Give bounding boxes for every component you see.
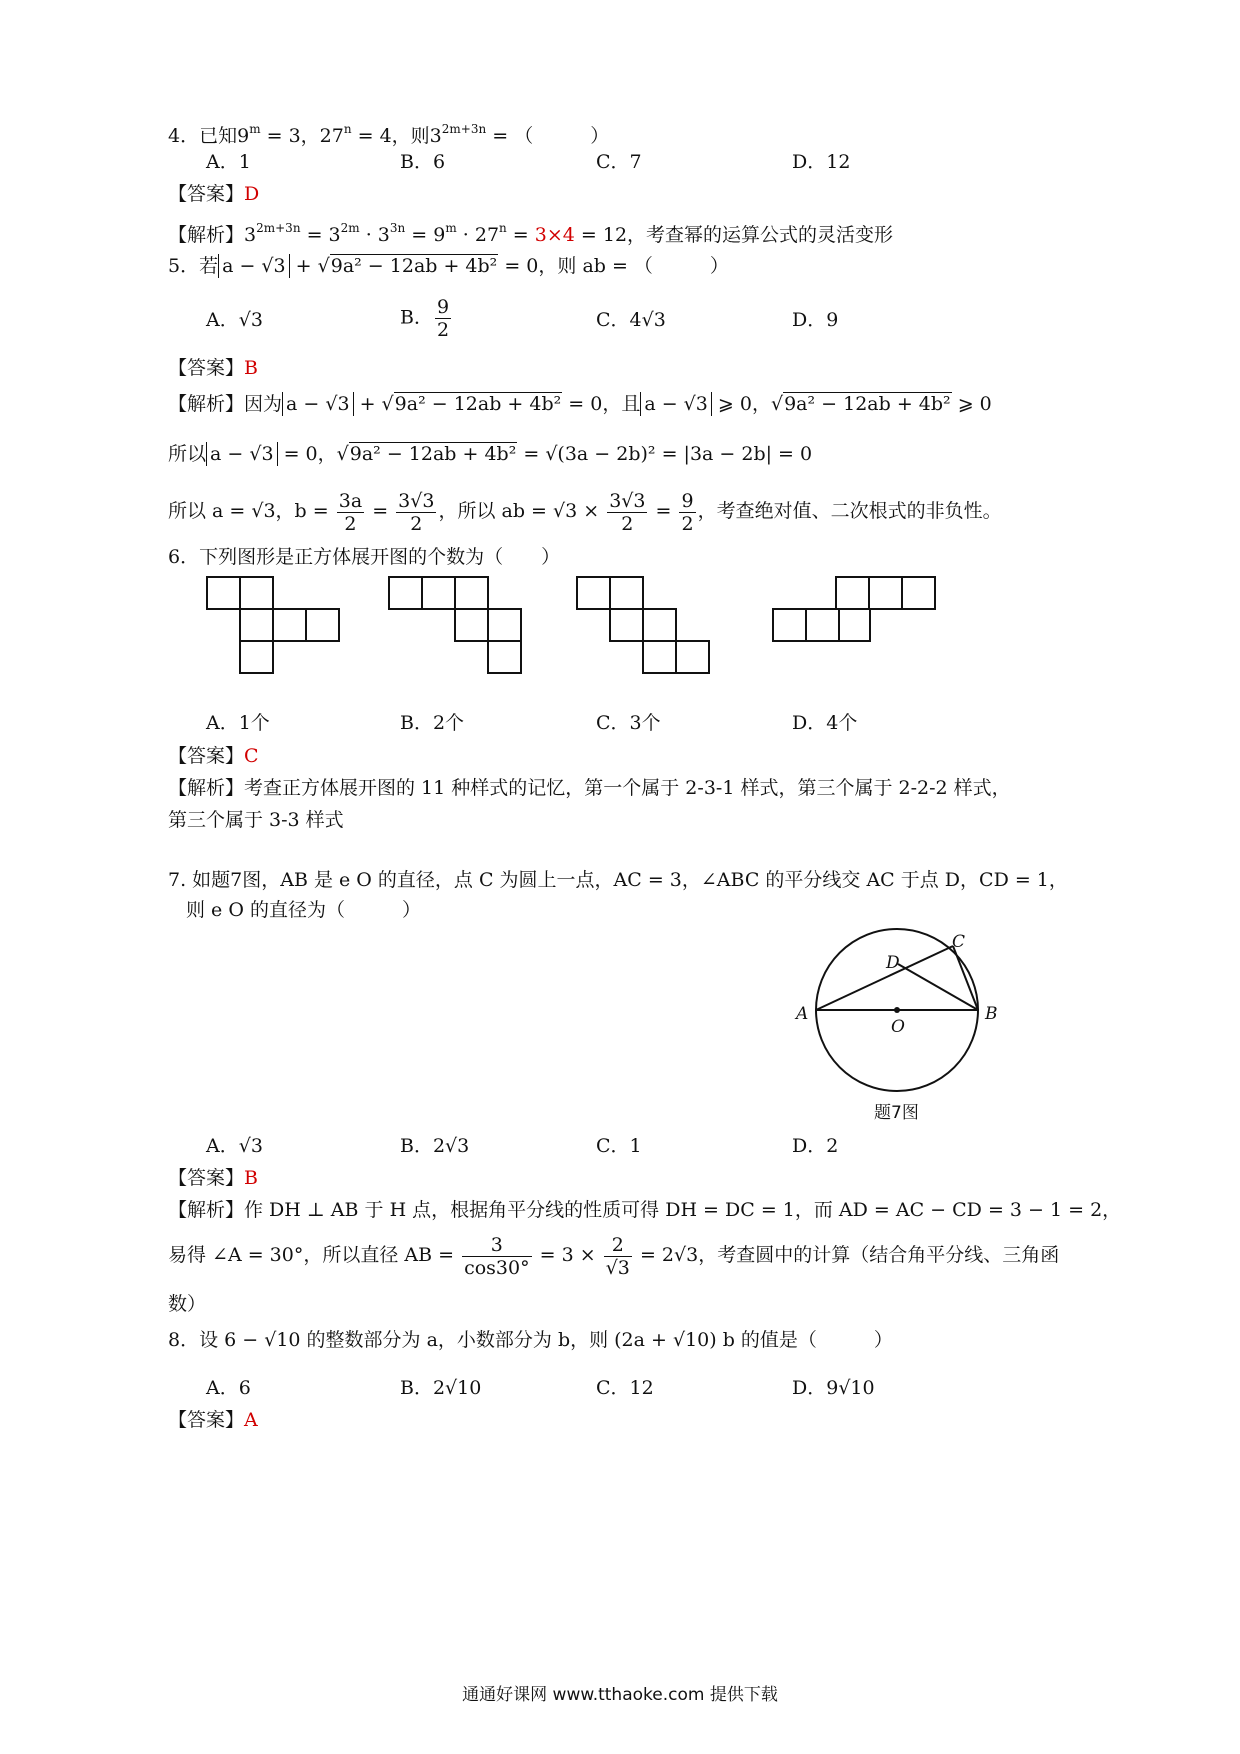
q4-stem: 4．已知$9^m = 3$，$27^n = 4$，则$3^{2m+3n}$ = （ ） — [168, 122, 610, 147]
q7-stem-line2: 则 e O 的直径为（ ） — [186, 899, 421, 921]
label-o: O — [891, 1017, 905, 1037]
bisector-bd — [898, 964, 978, 1010]
q7-explanation-line2: 易得 ∠A = 30°，所以直径 AB = $\frac{3}{\cos 30^\circ}$ = 3 × $\frac{2}{√3}$ = 2√3，考查圆中的计算（结合角平分线、三角函 — [168, 1233, 1060, 1279]
q6-option-d: D．4个 — [792, 712, 858, 734]
q8-option-c: C．12 — [596, 1377, 654, 1399]
q5-explanation-line2: 所以 a − √3 = 0，√9a² − 12ab + 4b² = √(3a − 2b)² = |3a − 2b| = 0 — [168, 443, 813, 465]
q8-option-b: B．2√10 — [400, 1377, 482, 1399]
q4-option-b: B．6 — [400, 151, 446, 173]
q5-option-d: D．9 — [792, 309, 839, 331]
label-a: A — [796, 1004, 809, 1024]
q6-explanation-line2: 第三个属于 3-3 样式 — [168, 809, 344, 831]
q5-stem: 5．若 a − √3 + √9a² − 12ab + 4b² = 0，则 ab = （ ） — [168, 255, 729, 277]
label-d: D — [886, 953, 900, 973]
cube-net-4 — [773, 577, 935, 641]
q6-stem: 6．下列图形是正方体展开图的个数为（ ） — [168, 546, 561, 568]
figure-caption: 题7图 — [874, 1103, 919, 1123]
cube-net-3 — [577, 577, 709, 673]
q7-answer: 【答案】B — [168, 1167, 258, 1189]
q6-answer: 【答案】C — [168, 745, 259, 767]
cube-net-2 — [389, 577, 521, 673]
q7-stem-line1: 7. 如题7图，AB 是 e O 的直径，点 C 为圆上一点，AC = 3，∠ABC 的平分线交 AC 于点 D，CD = 1， — [168, 869, 1068, 891]
q7-circle-figure — [780, 920, 1020, 1130]
q6-option-a: A．1个 — [206, 712, 270, 734]
q4-explanation: 【解析】$3^{2m+3n} = 3^{2m} \cdot 3^{3n} = 9^m \cdot 27^n = 3\times 4 = 12$，考查幂的运算公式的灵活变形 — [168, 221, 894, 246]
q5-explanation-line1: 【解析】因为 a − √3 + √9a² − 12ab + 4b² = 0，且 a − √3 ⩾ 0，√9a² − 12ab + 4b² ⩾ 0 — [168, 393, 992, 415]
q7-option-a: A．√3 — [206, 1135, 263, 1157]
label-c: C — [952, 932, 966, 952]
center-point — [894, 1007, 900, 1013]
q7-explanation-line3: 数） — [168, 1293, 207, 1315]
q7-option-b: B．2√3 — [400, 1135, 470, 1157]
page-footer: 通通好课网 www.tthaoke.com 提供下载 — [462, 1685, 778, 1705]
q7-explanation-line1: 【解析】作 DH ⊥ AB 于 H 点，根据角平分线的性质可得 DH = DC = 1，而 AD = AC − CD = 3 − 1 = 2， — [168, 1199, 1122, 1221]
q4-option-a: A．1 — [206, 151, 251, 173]
q6-cube-nets-figure — [0, 0, 1240, 700]
q5-option-a: A．√3 — [206, 309, 263, 331]
q4-answer: 【答案】D — [168, 183, 260, 205]
label-b: B — [985, 1004, 998, 1024]
q5-option-b: B． $\frac{9}{2}$ — [400, 296, 450, 341]
cube-net-1 — [207, 577, 339, 673]
q5-explanation-line3: 所以 a = √3，b = $\frac{3a}{2}$ = $\frac{3√3}{2}$ ，所以 ab = √3 × $\frac{3√3}{2}$ = $\frac{9}{2}$ ，考查绝对值、二次根式的非负性。 — [168, 489, 1002, 535]
q8-answer: 【答案】A — [168, 1409, 258, 1431]
q4-option-d: D．12 — [792, 151, 851, 173]
q4-option-c: C．7 — [596, 151, 642, 173]
q5-option-c: C．4√3 — [596, 309, 666, 331]
chord-cb — [953, 946, 978, 1010]
q5-answer: 【答案】B — [168, 357, 258, 379]
q6-option-c: C．3个 — [596, 712, 661, 734]
q6-explanation-line1: 【解析】考查正方体展开图的 11 种样式的记忆，第一个属于 2-3-1 样式，第三个属于 2-2-2 样式， — [168, 777, 1011, 799]
q7-option-d: D．2 — [792, 1135, 839, 1157]
q8-option-d: D．9√10 — [792, 1377, 875, 1399]
q6-option-b: B．2个 — [400, 712, 465, 734]
q7-option-c: C．1 — [596, 1135, 642, 1157]
q8-option-a: A．6 — [206, 1377, 251, 1399]
q8-stem: 8．设 6 − √10 的整数部分为 a，小数部分为 b，则 (2a + √10) b 的值是（ ） — [168, 1329, 893, 1351]
